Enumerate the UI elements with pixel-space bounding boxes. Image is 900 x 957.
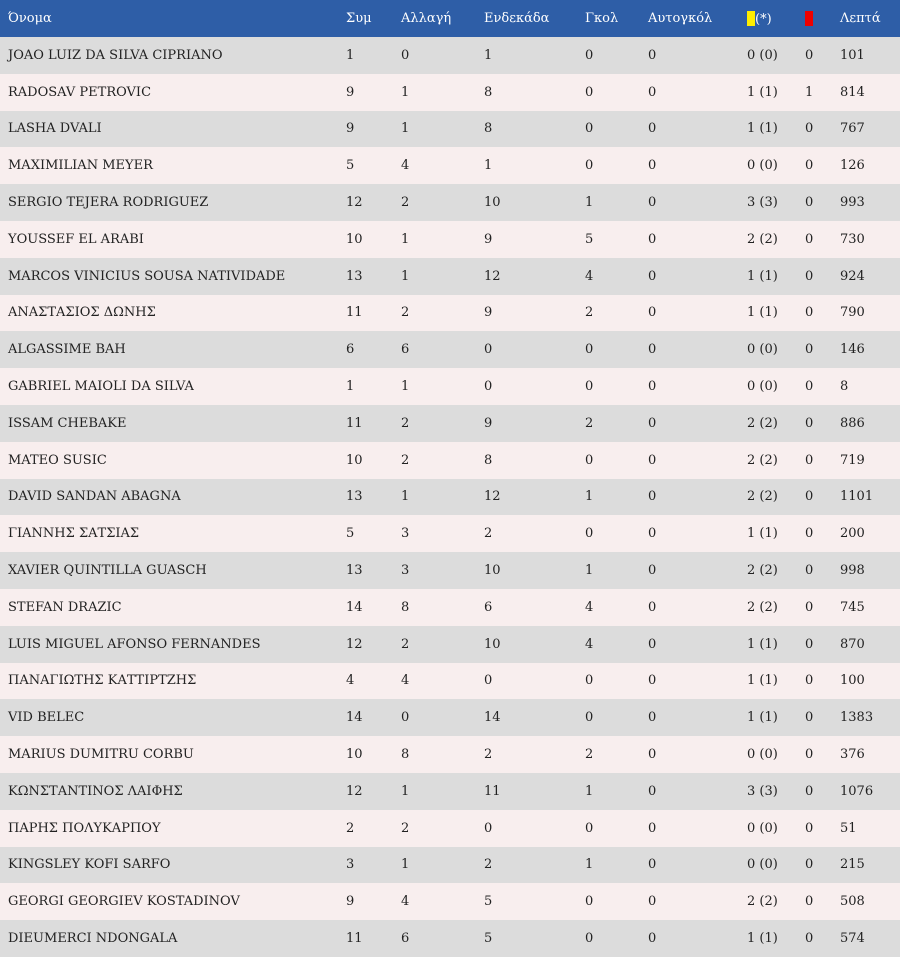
cell-apps: 6 <box>346 342 355 358</box>
cell-apps: 2 <box>346 820 355 836</box>
cell-subs: 1 <box>401 268 410 284</box>
col-header-starts[interactable]: Ενδεκάδα <box>484 11 550 26</box>
cell-name[interactable]: GEORGI GEORGIEV KOSTADINOV <box>8 894 240 910</box>
cell-own-goals: 0 <box>648 563 657 579</box>
cell-starts: 14 <box>484 710 501 726</box>
cell-apps: 13 <box>346 489 363 505</box>
cell-minutes: 146 <box>840 342 865 358</box>
table-row <box>0 368 900 405</box>
cell-starts: 9 <box>484 231 493 247</box>
cell-starts: 9 <box>484 415 493 431</box>
cell-minutes: 51 <box>840 820 857 836</box>
cell-subs: 8 <box>401 599 410 615</box>
cell-red-cards: 0 <box>805 783 814 799</box>
table-row <box>0 699 900 736</box>
table-row <box>0 810 900 847</box>
cell-own-goals: 0 <box>648 342 657 358</box>
cell-own-goals: 0 <box>648 894 657 910</box>
cell-name[interactable]: ALGASSIME BAH <box>8 342 126 358</box>
cell-red-cards: 0 <box>805 820 814 836</box>
table-row <box>0 589 900 626</box>
cell-subs: 2 <box>401 636 410 652</box>
cell-subs: 4 <box>401 158 410 174</box>
table-row <box>0 847 900 884</box>
cell-minutes: 126 <box>840 158 865 174</box>
cell-goals: 0 <box>585 526 594 542</box>
table-row <box>0 74 900 111</box>
cell-own-goals: 0 <box>648 599 657 615</box>
cell-apps: 11 <box>346 931 363 947</box>
cell-subs: 2 <box>401 820 410 836</box>
table-header-row <box>0 0 900 37</box>
cell-yellow-cards: 2 (2) <box>747 452 778 468</box>
cell-name[interactable]: XAVIER QUINTILLA GUASCH <box>8 563 207 579</box>
cell-starts: 0 <box>484 820 493 836</box>
cell-starts: 2 <box>484 857 493 873</box>
cell-red-cards: 0 <box>805 121 814 137</box>
table-row <box>0 37 900 74</box>
cell-goals: 2 <box>585 305 594 321</box>
cell-red-cards: 0 <box>805 195 814 211</box>
cell-yellow-cards: 1 (1) <box>747 305 778 321</box>
cell-own-goals: 0 <box>648 415 657 431</box>
cell-minutes: 376 <box>840 747 865 763</box>
table-row <box>0 258 900 295</box>
cell-starts: 8 <box>484 84 493 100</box>
cell-apps: 9 <box>346 894 355 910</box>
cell-yellow-cards: 0 (0) <box>747 747 778 763</box>
cell-apps: 12 <box>346 636 363 652</box>
cell-own-goals: 0 <box>648 747 657 763</box>
cell-name[interactable]: JOAO LUIZ DA SILVA CIPRIANO <box>8 47 223 63</box>
yellow-card-icon <box>747 11 755 26</box>
table-row <box>0 442 900 479</box>
cell-own-goals: 0 <box>648 84 657 100</box>
cell-name[interactable]: LASHA DVALI <box>8 121 102 137</box>
cell-minutes: 200 <box>840 526 865 542</box>
cell-goals: 0 <box>585 452 594 468</box>
cell-yellow-cards: 0 (0) <box>747 47 778 63</box>
cell-apps: 10 <box>346 747 363 763</box>
cell-starts: 1 <box>484 47 493 63</box>
cell-yellow-cards: 2 (2) <box>747 563 778 579</box>
cell-apps: 14 <box>346 710 363 726</box>
cell-yellow-cards: 1 (1) <box>747 673 778 689</box>
table-row <box>0 663 900 700</box>
cell-apps: 5 <box>346 526 355 542</box>
cell-goals: 0 <box>585 379 594 395</box>
cell-name[interactable]: YOUSSEF EL ARABI <box>8 231 144 247</box>
cell-own-goals: 0 <box>648 379 657 395</box>
cell-own-goals: 0 <box>648 857 657 873</box>
col-header-red-cards[interactable] <box>805 0 840 37</box>
cell-yellow-cards: 2 (2) <box>747 489 778 505</box>
cell-name[interactable]: ΚΩΝΣΤΑΝΤΙΝΟΣ ΛΑΙΦΗΣ <box>8 783 183 799</box>
table-row <box>0 405 900 442</box>
cell-yellow-cards: 1 (1) <box>747 268 778 284</box>
cell-yellow-cards: 0 (0) <box>747 857 778 873</box>
cell-goals: 0 <box>585 710 594 726</box>
cell-own-goals: 0 <box>648 231 657 247</box>
table-row <box>0 111 900 148</box>
cell-subs: 2 <box>401 305 410 321</box>
cell-name[interactable]: SERGIO TEJERA RODRIGUEZ <box>8 195 209 211</box>
cell-subs: 6 <box>401 342 410 358</box>
cell-own-goals: 0 <box>648 305 657 321</box>
cell-subs: 0 <box>401 47 410 63</box>
cell-yellow-cards: 2 (2) <box>747 231 778 247</box>
cell-name[interactable]: ΠΑΝΑΓΙΩΤΗΣ ΚΑΤΤΙΡΤΖΗΣ <box>8 673 197 689</box>
cell-yellow-cards: 0 (0) <box>747 379 778 395</box>
col-header-minutes[interactable]: Λεπτά <box>840 11 881 26</box>
cell-minutes: 730 <box>840 231 865 247</box>
col-header-yellow-cards[interactable] <box>747 0 805 37</box>
cell-name[interactable]: DIEUMERCI NDONGALA <box>8 931 178 947</box>
cell-red-cards: 0 <box>805 379 814 395</box>
cell-apps: 1 <box>346 379 355 395</box>
cell-minutes: 814 <box>840 84 865 100</box>
cell-own-goals: 0 <box>648 931 657 947</box>
cell-name[interactable]: MATEO SUSIC <box>8 452 107 468</box>
cell-subs: 2 <box>401 415 410 431</box>
cell-yellow-cards: 0 (0) <box>747 820 778 836</box>
cell-minutes: 508 <box>840 894 865 910</box>
cell-apps: 11 <box>346 415 363 431</box>
cell-goals: 0 <box>585 673 594 689</box>
cell-name[interactable]: ΓΙΑΝΝΗΣ ΣΑΤΣΙΑΣ <box>8 526 140 542</box>
cell-own-goals: 0 <box>648 526 657 542</box>
cell-name[interactable]: MARCOS VINICIUS SOUSA NATIVIDADE <box>8 268 286 284</box>
cell-subs: 1 <box>401 121 410 137</box>
cell-goals: 0 <box>585 342 594 358</box>
cell-red-cards: 0 <box>805 342 814 358</box>
cell-red-cards: 0 <box>805 268 814 284</box>
cell-apps: 9 <box>346 84 355 100</box>
cell-goals: 1 <box>585 195 594 211</box>
cell-own-goals: 0 <box>648 47 657 63</box>
yellow-card-suffix: (*) <box>755 11 772 27</box>
cell-red-cards: 0 <box>805 747 814 763</box>
cell-red-cards: 0 <box>805 599 814 615</box>
cell-red-cards: 0 <box>805 673 814 689</box>
cell-minutes: 719 <box>840 452 865 468</box>
cell-subs: 3 <box>401 526 410 542</box>
cell-minutes: 1076 <box>840 783 874 799</box>
cell-name[interactable]: STEFAN DRAZIC <box>8 599 122 615</box>
cell-red-cards: 0 <box>805 158 814 174</box>
col-header-subs[interactable]: Αλλαγή <box>401 11 452 26</box>
cell-apps: 3 <box>346 857 355 873</box>
cell-name[interactable]: VID BELEC <box>8 710 85 726</box>
cell-goals: 0 <box>585 931 594 947</box>
cell-starts: 8 <box>484 121 493 137</box>
cell-red-cards: 0 <box>805 489 814 505</box>
cell-apps: 12 <box>346 783 363 799</box>
cell-goals: 0 <box>585 158 594 174</box>
cell-starts: 6 <box>484 599 493 615</box>
cell-subs: 1 <box>401 489 410 505</box>
table-row <box>0 147 900 184</box>
cell-goals: 1 <box>585 857 594 873</box>
cell-own-goals: 0 <box>648 636 657 652</box>
cell-goals: 5 <box>585 231 594 247</box>
cell-starts: 12 <box>484 268 501 284</box>
cell-subs: 2 <box>401 195 410 211</box>
cell-goals: 0 <box>585 820 594 836</box>
cell-apps: 13 <box>346 268 363 284</box>
cell-red-cards: 0 <box>805 452 814 468</box>
cell-own-goals: 0 <box>648 710 657 726</box>
cell-starts: 1 <box>484 158 493 174</box>
cell-red-cards: 0 <box>805 526 814 542</box>
cell-own-goals: 0 <box>648 121 657 137</box>
cell-name[interactable]: ISSAM CHEBAKE <box>8 415 127 431</box>
table-row <box>0 920 900 957</box>
cell-minutes: 101 <box>840 47 865 63</box>
cell-red-cards: 0 <box>805 415 814 431</box>
table-row <box>0 479 900 516</box>
cell-own-goals: 0 <box>648 195 657 211</box>
table-row <box>0 184 900 221</box>
cell-apps: 13 <box>346 563 363 579</box>
cell-red-cards: 0 <box>805 47 814 63</box>
cell-apps: 10 <box>346 231 363 247</box>
cell-yellow-cards: 1 (1) <box>747 710 778 726</box>
cell-apps: 12 <box>346 195 363 211</box>
cell-apps: 5 <box>346 158 355 174</box>
cell-yellow-cards: 2 (2) <box>747 599 778 615</box>
cell-apps: 1 <box>346 47 355 63</box>
table-body <box>0 37 900 957</box>
cell-goals: 0 <box>585 47 594 63</box>
col-header-name[interactable]: Όνομα <box>8 11 52 26</box>
cell-subs: 0 <box>401 710 410 726</box>
col-header-apps[interactable]: Συμ <box>346 11 372 26</box>
cell-minutes: 790 <box>840 305 865 321</box>
cell-red-cards: 0 <box>805 857 814 873</box>
cell-starts: 0 <box>484 673 493 689</box>
cell-name[interactable]: MARIUS DUMITRU CORBU <box>8 747 194 763</box>
cell-yellow-cards: 2 (2) <box>747 894 778 910</box>
cell-yellow-cards: 3 (3) <box>747 195 778 211</box>
cell-yellow-cards: 1 (1) <box>747 636 778 652</box>
cell-minutes: 870 <box>840 636 865 652</box>
table-row <box>0 295 900 332</box>
cell-own-goals: 0 <box>648 452 657 468</box>
cell-red-cards: 0 <box>805 636 814 652</box>
cell-minutes: 574 <box>840 931 865 947</box>
cell-subs: 3 <box>401 563 410 579</box>
cell-starts: 9 <box>484 305 493 321</box>
col-header-own-goals[interactable]: Αυτογκόλ <box>648 11 713 26</box>
cell-minutes: 993 <box>840 195 865 211</box>
cell-own-goals: 0 <box>648 489 657 505</box>
cell-starts: 5 <box>484 931 493 947</box>
cell-yellow-cards: 1 (1) <box>747 526 778 542</box>
cell-yellow-cards: 2 (2) <box>747 415 778 431</box>
cell-minutes: 1101 <box>840 489 874 505</box>
cell-goals: 4 <box>585 268 594 284</box>
cell-goals: 1 <box>585 563 594 579</box>
table-row <box>0 626 900 663</box>
cell-subs: 1 <box>401 379 410 395</box>
cell-apps: 14 <box>346 599 363 615</box>
cell-red-cards: 0 <box>805 305 814 321</box>
cell-name[interactable]: DAVID SANDAN ABAGNA <box>8 489 181 505</box>
cell-red-cards: 0 <box>805 563 814 579</box>
cell-goals: 0 <box>585 894 594 910</box>
table-row <box>0 221 900 258</box>
cell-minutes: 886 <box>840 415 865 431</box>
cell-red-cards: 0 <box>805 710 814 726</box>
cell-name[interactable]: ΑΝΑΣΤΑΣΙΟΣ ΔΩΝΗΣ <box>8 305 156 321</box>
cell-yellow-cards: 1 (1) <box>747 84 778 100</box>
cell-starts: 0 <box>484 342 493 358</box>
cell-subs: 1 <box>401 231 410 247</box>
table-row <box>0 515 900 552</box>
cell-minutes: 8 <box>840 379 849 395</box>
cell-starts: 5 <box>484 894 493 910</box>
cell-name[interactable]: MAXIMILIAN MEYER <box>8 158 153 174</box>
cell-subs: 6 <box>401 931 410 947</box>
cell-goals: 4 <box>585 636 594 652</box>
cell-own-goals: 0 <box>648 268 657 284</box>
cell-starts: 10 <box>484 636 501 652</box>
cell-red-cards: 0 <box>805 894 814 910</box>
cell-own-goals: 0 <box>648 783 657 799</box>
cell-starts: 12 <box>484 489 501 505</box>
cell-yellow-cards: 1 (1) <box>747 931 778 947</box>
cell-red-cards: 0 <box>805 231 814 247</box>
cell-goals: 1 <box>585 489 594 505</box>
cell-subs: 1 <box>401 84 410 100</box>
cell-starts: 8 <box>484 452 493 468</box>
cell-subs: 8 <box>401 747 410 763</box>
cell-own-goals: 0 <box>648 158 657 174</box>
cell-goals: 0 <box>585 84 594 100</box>
cell-minutes: 745 <box>840 599 865 615</box>
cell-subs: 1 <box>401 857 410 873</box>
cell-name[interactable]: KINGSLEY KOFI SARFO <box>8 857 171 873</box>
table-row <box>0 773 900 810</box>
cell-starts: 10 <box>484 563 501 579</box>
cell-minutes: 924 <box>840 268 865 284</box>
cell-name[interactable]: GABRIEL MAIOLI DA SILVA <box>8 379 194 395</box>
cell-subs: 4 <box>401 894 410 910</box>
cell-subs: 4 <box>401 673 410 689</box>
cell-name[interactable]: ΠΑΡΗΣ ΠΟΛΥΚΑΡΠΟΥ <box>8 820 161 836</box>
col-header-goals[interactable]: Γκολ <box>585 11 619 26</box>
cell-apps: 4 <box>346 673 355 689</box>
cell-minutes: 215 <box>840 857 865 873</box>
cell-apps: 9 <box>346 121 355 137</box>
cell-red-cards: 0 <box>805 931 814 947</box>
cell-yellow-cards: 1 (1) <box>747 121 778 137</box>
cell-starts: 0 <box>484 379 493 395</box>
cell-red-cards: 1 <box>805 84 814 100</box>
table-row <box>0 883 900 920</box>
cell-apps: 10 <box>346 452 363 468</box>
cell-starts: 2 <box>484 747 493 763</box>
cell-goals: 4 <box>585 599 594 615</box>
cell-yellow-cards: 0 (0) <box>747 158 778 174</box>
cell-starts: 11 <box>484 783 501 799</box>
cell-minutes: 1383 <box>840 710 874 726</box>
cell-goals: 2 <box>585 747 594 763</box>
cell-starts: 10 <box>484 195 501 211</box>
cell-yellow-cards: 0 (0) <box>747 342 778 358</box>
cell-own-goals: 0 <box>648 673 657 689</box>
cell-goals: 2 <box>585 415 594 431</box>
cell-name[interactable]: RADOSAV PETROVIC <box>8 84 152 100</box>
table-row <box>0 331 900 368</box>
cell-own-goals: 0 <box>648 820 657 836</box>
cell-minutes: 100 <box>840 673 865 689</box>
cell-minutes: 767 <box>840 121 865 137</box>
cell-subs: 2 <box>401 452 410 468</box>
cell-yellow-cards: 3 (3) <box>747 783 778 799</box>
cell-goals: 0 <box>585 121 594 137</box>
table-row <box>0 736 900 773</box>
table-row <box>0 552 900 589</box>
cell-minutes: 998 <box>840 563 865 579</box>
cell-starts: 2 <box>484 526 493 542</box>
red-card-icon <box>805 11 813 26</box>
cell-goals: 1 <box>585 783 594 799</box>
cell-name[interactable]: LUIS MIGUEL AFONSO FERNANDES <box>8 636 261 652</box>
cell-apps: 11 <box>346 305 363 321</box>
cell-subs: 1 <box>401 783 410 799</box>
